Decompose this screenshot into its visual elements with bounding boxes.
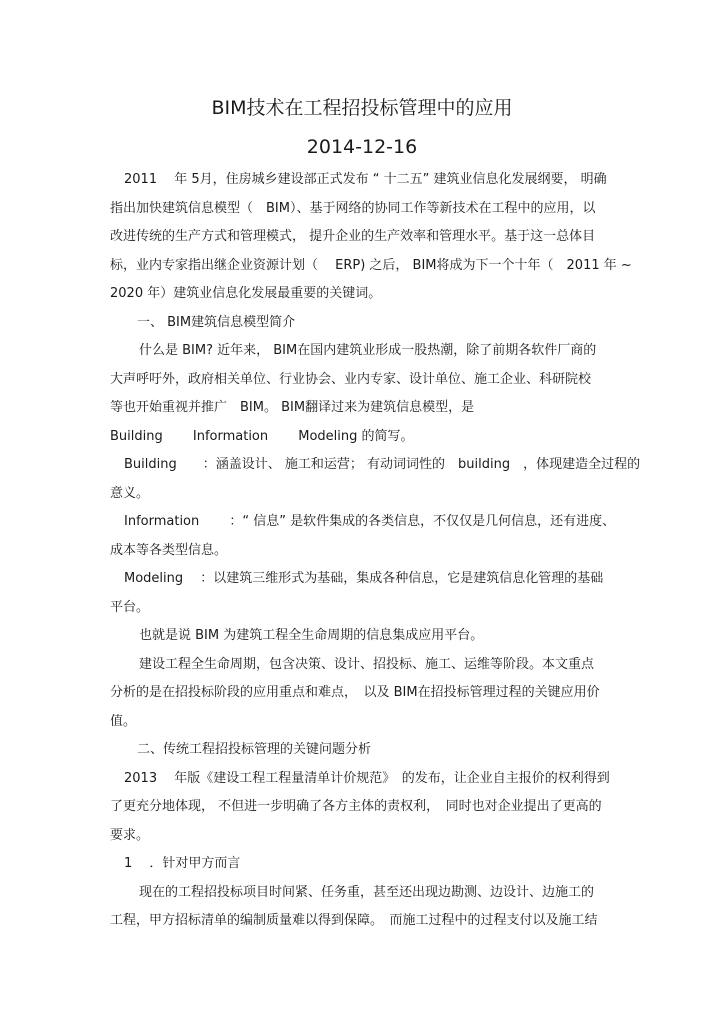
body-line: 现在的工程招投标项目时间紧、任务重，甚至还出现边勘测、边设计、边施工的 [139,885,595,900]
document-title: BIM技术在工程招投标管理中的应用 [211,97,513,119]
body-line: 2020 年）建筑业信息化发展最重要的关键词。 [110,286,382,301]
body-line: Modeling ：以建筑三维形式为基础，集成各种信息，它是建筑信息化管理的基础 [124,571,604,586]
body-line: 大声呼吁外，政府相关单位、行业协会、业内专家、设计单位、施工企业、科研院校 [110,372,592,387]
body-line: 平台。 [110,600,150,615]
body-line: 改进传统的生产方式和管理模式， 提升企业的生产效率和管理水平。基于这一总体目 [110,229,596,244]
body-line: 2011 年 5月，住房城乡建设部正式发布 “ 十二五” 建筑业信息化发展纲要， 明确 [124,172,607,187]
body-line: Building Information Modeling 的简写。 [110,429,414,444]
section-heading: 一、 BIM建筑信息模型简介 [137,315,296,330]
body-line: Information ：“ 信息” 是软件集成的各类信息，不仅仅是几何信息，还有进度、 [124,514,616,529]
body-line: 2013 年版《建设工程工程量清单计价规范》 的发布，让企业自主报价的权利得到 [124,771,610,786]
body-line: 什么是 BIM? 近年来， BIM在国内建筑业形成一股热潮，除了前期各软件厂商的 [139,343,597,358]
body-line: 了更充分地体现， 不但进一步明确了各方主体的责权利， 同时也对企业提出了更高的 [110,799,602,814]
body-line: 意义。 [110,486,150,501]
body-line: 成本等各类型信息。 [110,543,228,558]
body-line: 分析的是在招投标阶段的应用重点和难点， 以及 BIM在招投标管理过程的关键应用价 [110,685,600,700]
body-line: 工程，甲方招标清单的编制质量难以得到保障。 而施工过程中的过程支付以及施工结 [110,913,598,928]
body-line: 等也开始重视并推广 BIM。 BIM翻译过来为建筑信息模型，是 [110,400,475,415]
body-line: 建设工程全生命周期，包含决策、设计、招投标、施工、运维等阶段。本文重点 [139,657,595,672]
body-line: 标，业内专家指出继企业资源计划（ ERP) 之后， BIM将成为下一个十年（ 2011 年 ~ [110,258,632,273]
section-heading: 二、传统工程招投标管理的关键问题分析 [137,742,372,757]
body-line: 要求。 [110,828,150,843]
document-date: 2014-12-16 [306,136,418,158]
body-line: 也就是说 BIM 为建筑工程全生命周期的信息集成应用平台。 [139,628,484,643]
body-line: 值。 [110,714,137,729]
subsection-heading: 1 ．针对甲方而言 [124,856,241,871]
body-line: Building ：涵盖设计、 施工和运营； 有动词词性的 building ，体现建造全过程的 [124,457,641,472]
body-line: 指出加快建筑信息模型（ BIM）、基于网络的协同工作等新技术在工程中的应用，以 [110,201,596,216]
